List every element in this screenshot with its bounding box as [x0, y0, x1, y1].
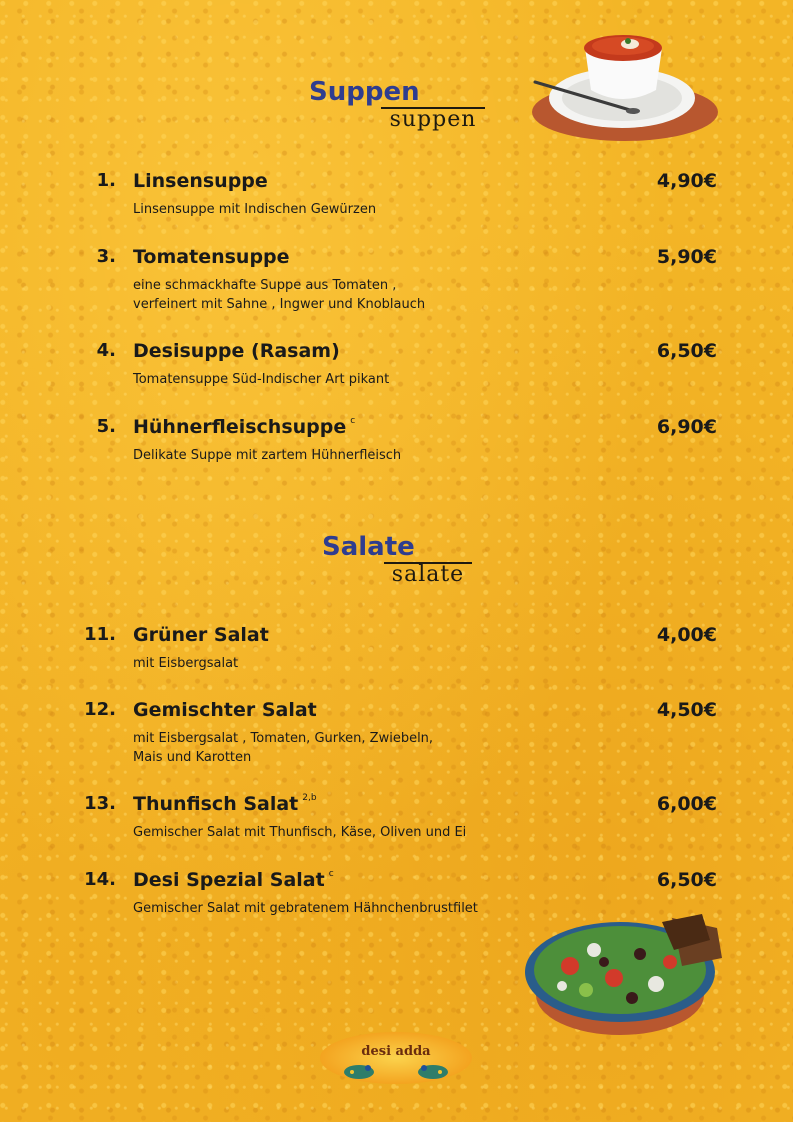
item-number: 12. [84, 699, 116, 720]
item-price: 6,90€ [656, 416, 717, 438]
item-price: 5,90€ [656, 246, 717, 268]
logo-text: desi adda [361, 1044, 431, 1059]
section-heading: Suppen [309, 77, 420, 107]
item-price: 6,00€ [656, 793, 717, 815]
item-name: Thunfisch Salat $^{2,b}$ [133, 793, 317, 815]
item-name: Hühnerfleischsuppe $^c$ [133, 416, 356, 438]
item-price: 4,50€ [656, 699, 717, 721]
soup-bowl-image [530, 28, 720, 144]
item-number: 4. [96, 340, 116, 361]
item-price: 4,00€ [656, 624, 717, 646]
item-price: 4,90€ [656, 170, 717, 192]
item-description: Gemischer Salat mit gebratenem Hähnchenbrustfilet [133, 901, 478, 916]
item-price: 6,50€ [656, 340, 717, 362]
section-title-salads [322, 533, 472, 586]
allergen-note: c [350, 416, 356, 426]
peacock-left-icon [342, 1060, 376, 1080]
section-title-soups [309, 78, 485, 131]
item-name: Desi Spezial Salat $^c$ [133, 869, 334, 891]
item-description: Gemischer Salat mit Thunfisch, Käse, Oliven und Ei [133, 825, 467, 840]
item-description: eine schmackhafte Suppe aus Tomaten , verfeinert mit Sahne , Ingwer und Knoblauch [133, 278, 426, 312]
item-number: 1. [96, 170, 116, 191]
item-number: 13. [84, 793, 116, 814]
section-subheading: salate [384, 562, 472, 586]
item-number: 5. [96, 416, 116, 437]
item-description: Linsensuppe mit Indischen Gewürzen [133, 202, 377, 217]
item-name: Linsensuppe [133, 170, 268, 192]
item-description: Delikate Suppe mit zartem Hühnerfleisch [133, 448, 402, 463]
item-name: Desisuppe (Rasam) [133, 340, 340, 362]
peacock-right-icon [416, 1060, 450, 1080]
item-name: Tomatensuppe [133, 246, 290, 268]
item-number: 3. [96, 246, 116, 267]
item-name: Gemischter Salat [133, 699, 317, 721]
item-price: 6,50€ [656, 869, 717, 891]
section-heading: Salate [322, 532, 415, 562]
allergen-note: c [328, 869, 334, 879]
item-number: 14. [84, 869, 116, 890]
allergen-note: 2,b [302, 793, 317, 803]
salad-bowl-image [522, 910, 732, 1040]
item-description: mit Eisbergsalat , Tomaten, Gurken, Zwiebeln, Mais und Karotten [133, 731, 434, 765]
item-description: Tomatensuppe Süd-Indischer Art pikant [133, 372, 390, 387]
section-subheading: suppen [381, 107, 485, 131]
item-description: mit Eisbergsalat [133, 656, 239, 671]
item-number: 11. [84, 624, 116, 645]
item-name: Grüner Salat [133, 624, 269, 646]
restaurant-logo [320, 1032, 472, 1084]
